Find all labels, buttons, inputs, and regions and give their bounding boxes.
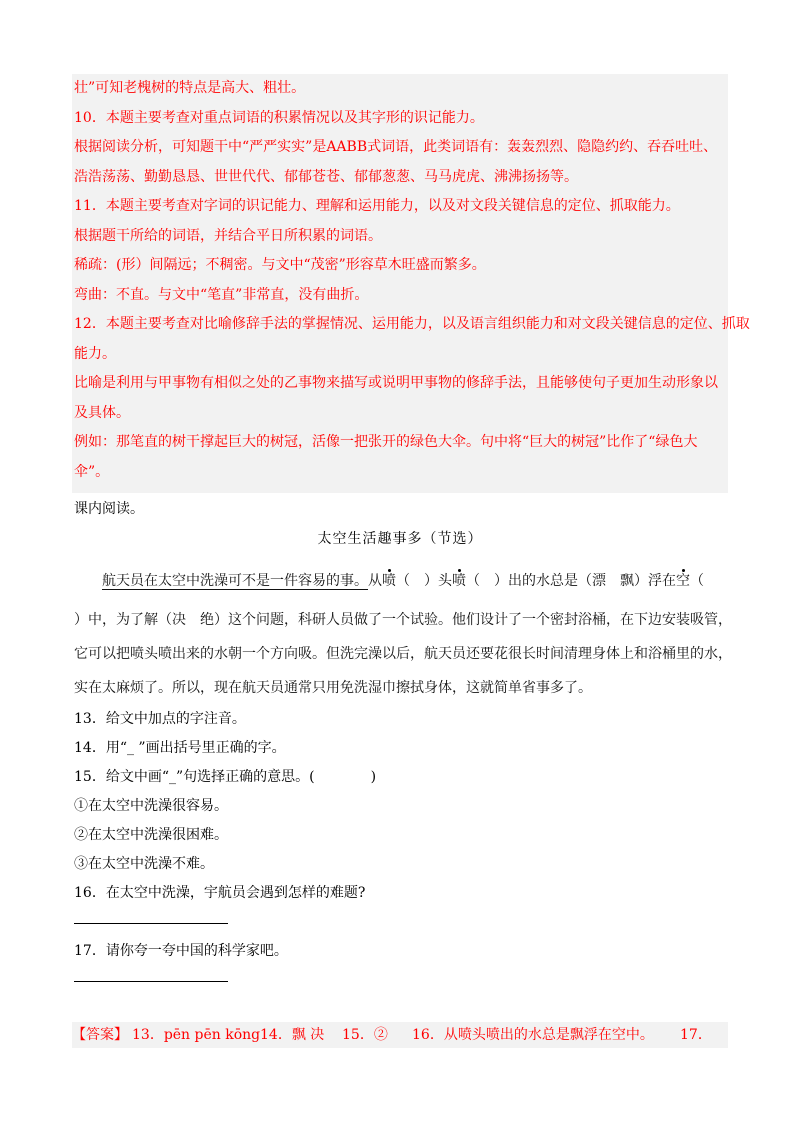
- analysis-line: 比喻是利用与甲事物有相似之处的乙事物来描写或说明甲事物的修辞手法，且能够使句子更加生动形象以: [74, 375, 718, 391]
- question-17: 17．请你夸一夸中国的科学家吧。: [74, 943, 288, 959]
- underlined-sentence: 航天员在太空中洗澡可不是一件容易的事。: [102, 573, 368, 589]
- option-2: ②在太空中洗澡很困难。: [74, 827, 228, 843]
- section-label: 课内阅读。: [74, 501, 144, 517]
- question-15: 15．给文中画“_”句选择正确的意思。( ): [74, 769, 377, 785]
- dotted-char: 喷: [452, 573, 466, 589]
- answer-15: 15．②: [342, 1027, 388, 1043]
- analysis-line: 根据题干所给的词语，并结合平日所积累的词语。: [74, 227, 382, 244]
- answer-blank-16[interactable]: [74, 923, 228, 924]
- analysis-line: 根据阅读分析，可知题干中“严严实实”是AABB式词语，此类词语有：轰轰烈烈、隐隐约约、吞吞吐吐、: [74, 139, 718, 155]
- answer-14: 14．飘 决: [260, 1027, 325, 1043]
- passage-line-1: 航天员在太空中洗澡可不是一件容易的事。从喷（ ）头喷（ ）出的水总是（漂 飘）浮在空（: [102, 573, 704, 589]
- analysis-line: 例如：那笔直的树干撑起巨大的树冠，活像一把张开的绿色大伞。句中将“巨大的树冠”比作了“绿色大: [74, 434, 698, 450]
- passage-line-3: 它可以把喷头喷出来的水朝一个方向吸。但洗完澡以后，航天员还要花很长时间清理身体上和浴桶里的水，: [74, 646, 732, 662]
- analysis-line: 伞”。: [74, 463, 110, 480]
- answer-16: 16．从喷头喷出的水总是飘浮在空中。: [412, 1027, 654, 1043]
- analysis-line: 11．本题主要考查对字词的识记能力、理解和运用能力，以及对文段关键信息的定位、抓取能力。: [74, 198, 680, 214]
- passage-line-2: ）中，为了解（决 绝）这个问题，科研人员做了一个试验。他们设计了一个密封浴桶，在下边安装吸管，: [74, 612, 732, 628]
- analysis-line: 10．本题主要考查对重点词语的积累情况以及其字形的识记能力。: [74, 109, 484, 126]
- analysis-line: 能力。: [74, 345, 116, 362]
- answer-bar: [72, 1022, 728, 1048]
- answer-label: 【答案】: [72, 1027, 128, 1043]
- question-13: 13．给文中加点的字注音。: [74, 711, 246, 727]
- answer-blank-17[interactable]: [74, 981, 228, 982]
- dotted-char: 空: [676, 573, 690, 589]
- analysis-line: 及具体。: [74, 404, 130, 421]
- analysis-line: 壮”可知老槐树的特点是高大、粗壮。: [74, 80, 306, 96]
- question-16: 16．在太空中洗澡，宇航员会遇到怎样的难题?: [74, 885, 366, 901]
- analysis-line: 稀疏：(形）间隔远；不稠密。与文中“茂密”形容草木旺盛而繁多。: [74, 257, 486, 273]
- question-14: 14．用“_ ”画出括号里正确的字。: [74, 740, 286, 756]
- answer-17: 17．: [680, 1027, 712, 1043]
- passage-line-4: 实在太麻烦了。所以，现在航天员通常只用免洗湿巾擦拭身体，这就简单省事多了。: [74, 680, 592, 696]
- dotted-char: 喷: [382, 573, 396, 589]
- answer-13: 13．pēn pēn kōng: [132, 1027, 261, 1043]
- analysis-line: 弯曲：不直。与文中“笔直”非常直，没有曲折。: [74, 286, 369, 303]
- analysis-block: [72, 74, 750, 493]
- option-1: ①在太空中洗澡很容易。: [74, 798, 228, 814]
- analysis-line: 12．本题主要考查对比喻修辞手法的掌握情况、运用能力，以及语言组织能力和对文段关键信息的定位、抓取: [74, 316, 750, 332]
- option-3: ③在太空中洗澡不难。: [74, 856, 214, 872]
- analysis-line: 浩浩荡荡、勤勤恳恳、世世代代、郁郁苍苍、郁郁葱葱、马马虎虎、沸沸扬扬等。: [74, 168, 578, 185]
- passage-title: 太空生活趣事多（节选）: [317, 531, 483, 547]
